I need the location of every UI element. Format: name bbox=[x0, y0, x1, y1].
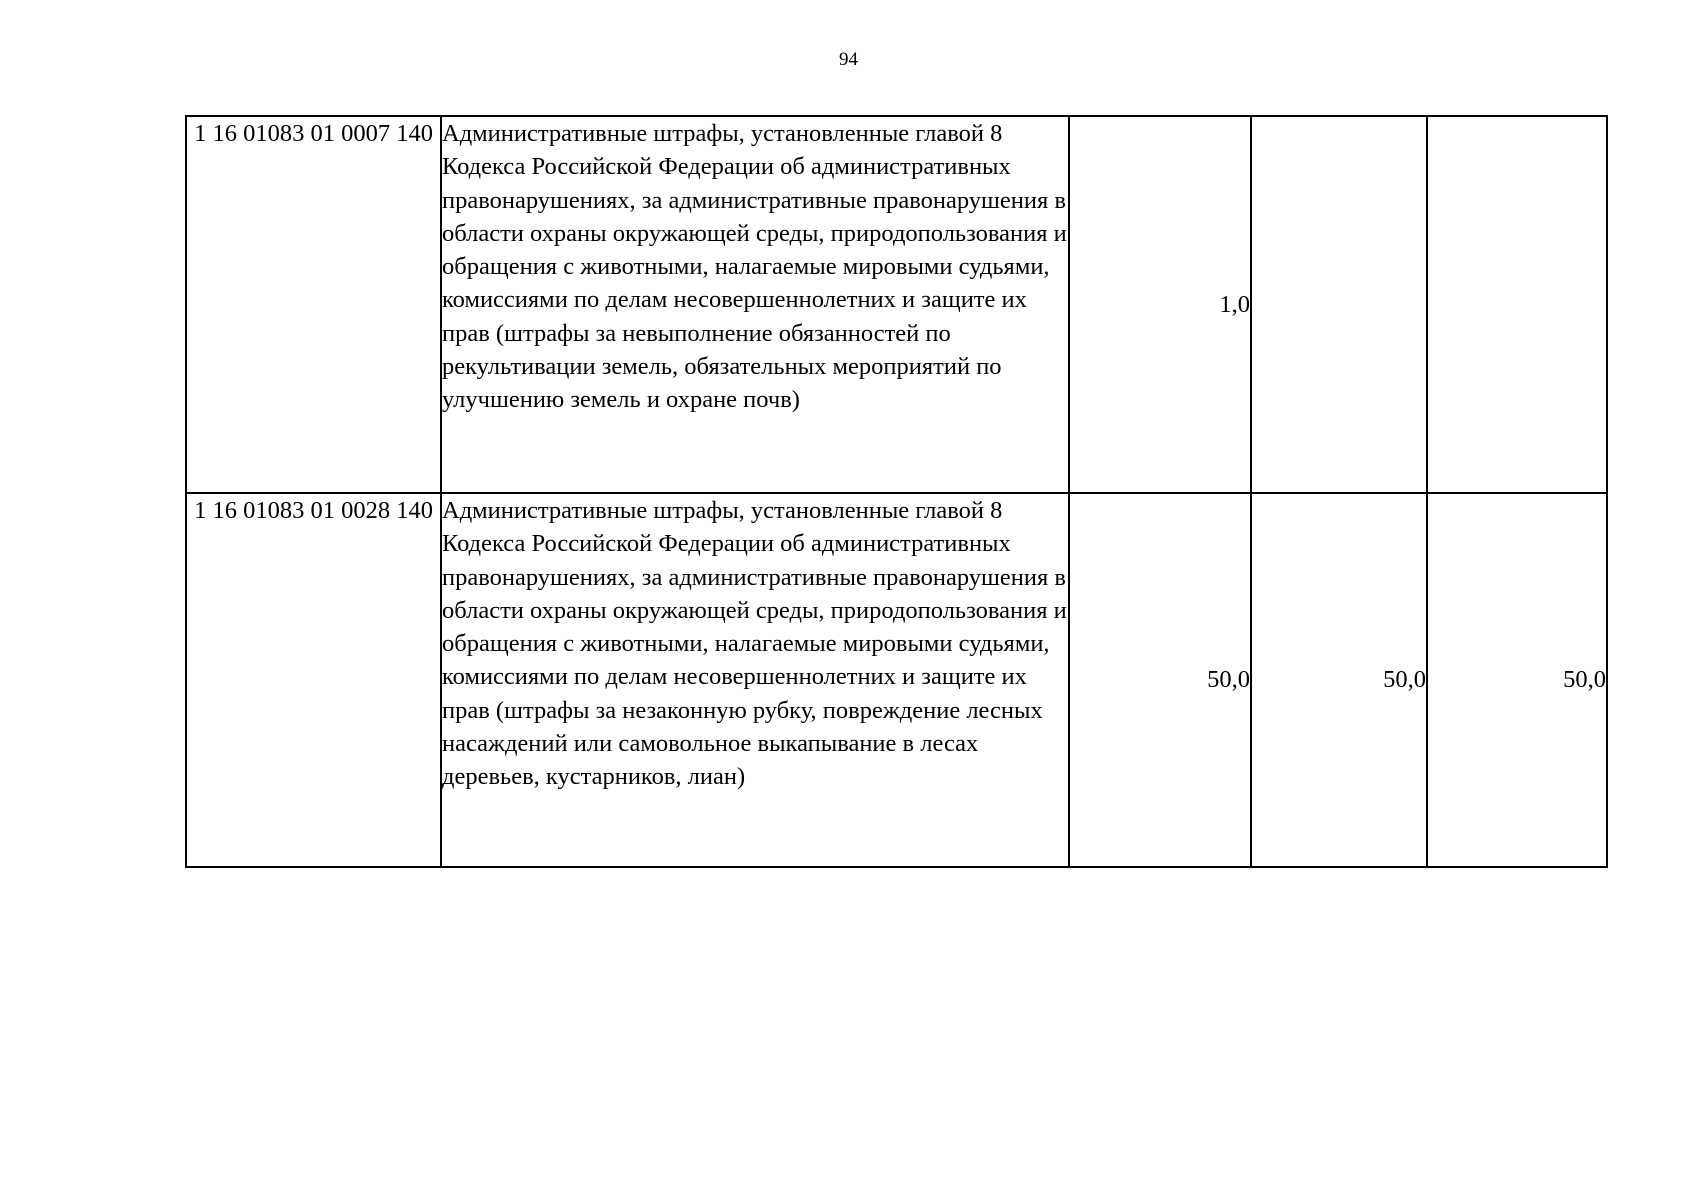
revenue-table bbox=[185, 115, 1608, 868]
table-row bbox=[186, 493, 1607, 867]
amount-cell-year-1: 50,0 bbox=[1069, 493, 1251, 867]
table-row bbox=[186, 116, 1607, 493]
amount-cell-year-2 bbox=[1251, 116, 1427, 493]
description-cell: Административные штрафы, установленные главой 8 Кодекса Российской Федерации об административных правонарушениях, за административные правонарушения в области охраны окружающей среды, природопользования и обращения с животными, налагаемые мировыми судьями, комиссиями по делам несовершеннолетних и защите их прав (штрафы за незаконную рубку, повреждение лесных насаждений или самовольное выкапывание в лесах деревьев, кустарников, лиан) bbox=[441, 493, 1069, 867]
page-number: 94 bbox=[839, 49, 858, 70]
budget-code-cell: 1 16 01083 01 0007 140 bbox=[186, 116, 441, 493]
amount-cell-year-2: 50,0 bbox=[1251, 493, 1427, 867]
amount-cell-year-3 bbox=[1427, 116, 1607, 493]
description-cell: Административные штрафы, установленные главой 8 Кодекса Российской Федерации об административных правонарушениях, за административные правонарушения в области охраны окружающей среды, природопользования и обращения с животными, налагаемые мировыми судьями, комиссиями по делам несовершеннолетних и защите их прав (штрафы за невыполнение обязанностей по рекультивации земель, обязательных мероприятий по улучшению земель и охране почв) bbox=[441, 116, 1069, 493]
amount-cell-year-3: 50,0 bbox=[1427, 493, 1607, 867]
amount-cell-year-1: 1,0 bbox=[1069, 116, 1251, 493]
budget-code-cell: 1 16 01083 01 0028 140 bbox=[186, 493, 441, 867]
